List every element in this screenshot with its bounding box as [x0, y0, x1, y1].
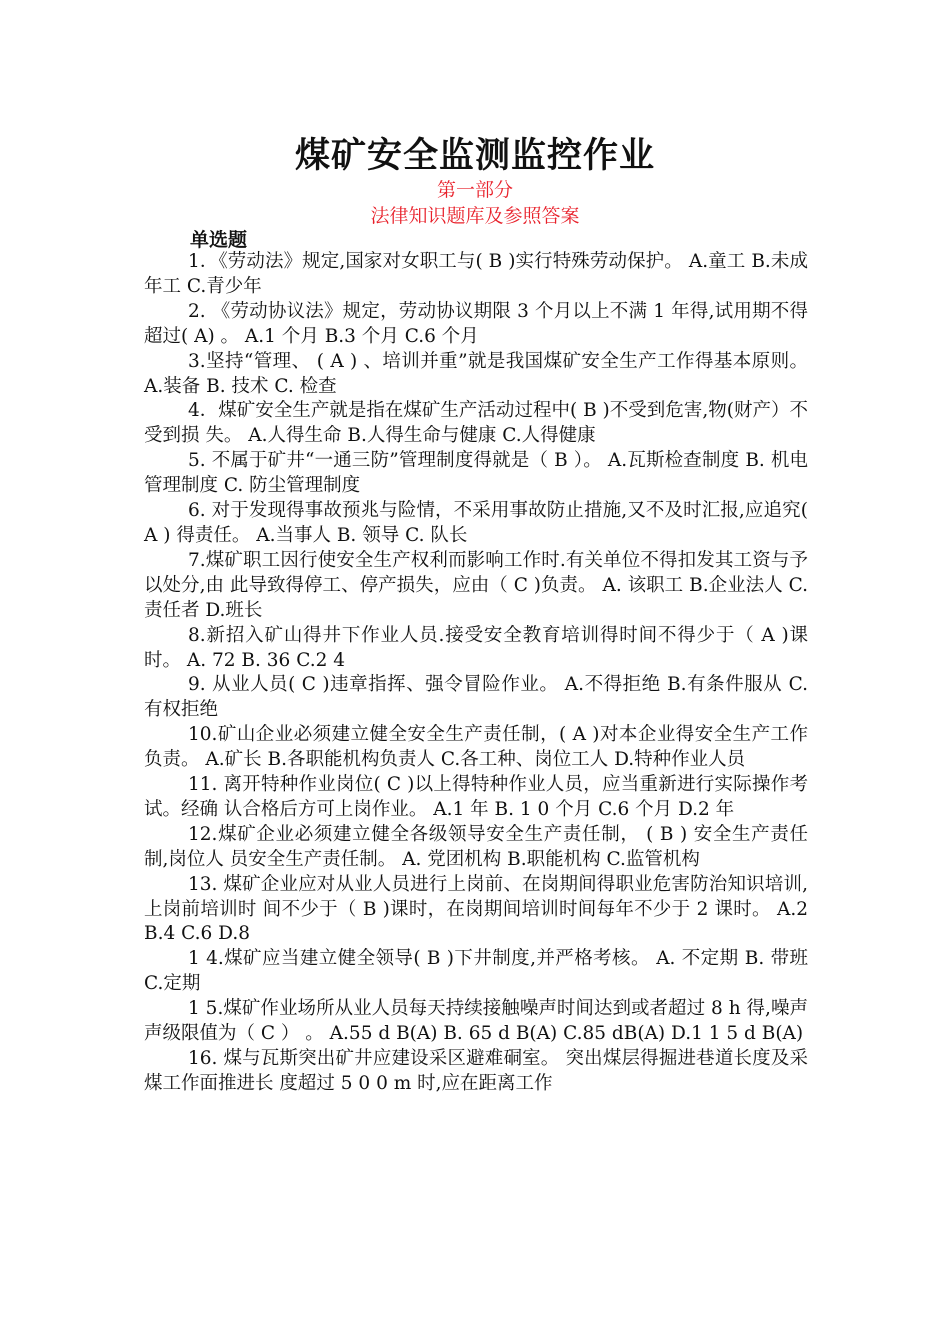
question-item: 16. 煤与瓦斯突出矿井应建设采区避难硐室。 突出煤层得掘进巷道长度及采煤工作面推进长 度超过 5 0 0 m 时,应在距离工作 — [144, 1048, 808, 1094]
question-item: 7.煤矿职工因行使安全生产权利而影响工作时.有关单位不得扣发其工资与予以处分,由 此导致得停工、停产损失，应由（ C )负责。 A. 该职工 B.企业法人 C. 责任者 D.班长 — [144, 549, 808, 621]
question-item: 4．煤矿安全生产就是指在煤矿生产活动过程中( B )不受到危害,物(财产）不受到损 失。 A.人得生命 B.人得生命与健康 C.人得健康 — [144, 400, 808, 447]
document-subtitle: 法律知识题库及参照答案 — [370, 205, 580, 227]
question-item: 1．《劳动法》规定,国家对女职工与( B )实行特殊劳动保护。 A.童工 B.未成年工 C.青少年 — [144, 251, 808, 297]
question-item: 11. 离开特种作业岗位( C )以上得特种作业人员，应当重新进行实际操作考试。经确 认合格后方可上岗作业。 A.1 年 B. 1 0 个月 C.6 个月 D.2 年 — [144, 774, 808, 820]
question-item: 2. 《劳动协议法》规定，劳动协议期限 3 个月以上不满 1 年得,试用期不得超过( A) 。 A.1 个月 B.3 个月 C.6 个月 — [144, 300, 808, 347]
question-item: 9. 从业人员( C )违章指挥、强令冒险作业。 A.不得拒绝 B.有条件服从 C.有权拒绝 — [144, 674, 808, 721]
question-item: 6. 对于发现得事故预兆与险情，不采用事故防止措施,又不及时汇报,应追究( A ) 得责任。 A.当事人 B. 领导 C. 队长 — [144, 500, 808, 546]
question-item: 12.煤矿企业必须建立健全各级领导安全生产责任制， ( B ) 安全生产责任制,岗位人 员安全生产责任制。 A. 党团机构 B.职能机构 C.监管机构 — [144, 823, 808, 870]
question-item: 8.新招入矿山得井下作业人员.接受安全教育培训得时间不得少于（ A )课时。 A. 72 B. 36 C.2 4 — [144, 624, 808, 671]
question-list — [144, 250, 808, 1097]
question-item: 1 4.煤矿应当建立健全领导( B )下井制度,并严格考核。 A. 不定期 B. 带班 C.定期 — [144, 948, 808, 995]
question-item: 13. 煤矿企业应对从业人员进行上岗前、在岗期间得职业危害防治知识培训,上岗前培训时 间不少于（ B )课时，在岗期间培训时间每年不少于 2 课时。 A.2 B.4 C.6 D.8 — [144, 873, 808, 945]
question-item: 5. 不属于矿井“一通三防”管理制度得就是（ B ）。 A.瓦斯检查制度 B. 机电管理制度 C. 防尘管理制度 — [144, 450, 808, 497]
question-item: 3.坚持“管理、 ( A ) 、培训并重”就是我国煤矿安全生产工作得基本原则。 A.装备 B. 技术 C. 检查 — [144, 350, 808, 397]
section-heading: 单选题 — [190, 229, 248, 251]
question-item: 10.矿山企业必须建立健全安全生产责任制，( A )对本企业得安全生产工作负责。 A.矿长 B.各职能机构负责人 C.各工种、岗位工人 D.特种作业人员 — [144, 724, 808, 771]
part-heading: 第一部分 — [436, 179, 513, 201]
question-item: 1 5.煤矿作业场所从业人员每天持续接触噪声时间达到或者超过 8 h 得,噪声声级限值为（ C ） 。 A.55 d B(A) B. 65 d B(A) C.85 dB(A) D.1 1 5 d B(A) — [144, 998, 808, 1045]
document-title: 煤矿安全监测监控作业 — [294, 136, 655, 176]
